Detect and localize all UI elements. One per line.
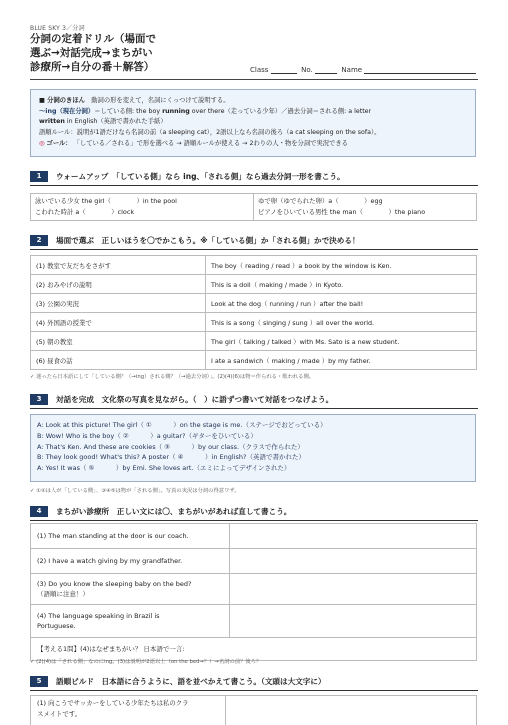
past-participle-example: over there（走っている少年）／過去分詞＝される側: a letter	[191, 107, 372, 115]
error-clinic-table	[30, 523, 477, 661]
header-divider	[30, 79, 478, 80]
word-order-rule: 語順ルール：説明が1語だけなら名詞の前（a sleeping cat），2語以上なら名詞の後ろ（a cat sleeping on the sofa）。	[39, 129, 381, 137]
clinic-sentence	[31, 605, 230, 638]
table-row	[31, 294, 477, 313]
choice-sentence[interactable]: The girl（ talking / talked ）with Ms. Sato is a new student.	[206, 332, 477, 351]
table-row	[31, 605, 477, 638]
section-3-note: ✓ ①②は人が「している側」、③④⑤は物が「される側」。写真の実況は分詞の得意ワザ。	[30, 488, 240, 494]
answer-cell[interactable]	[230, 605, 477, 638]
section-3-title: 対話を完成 文化祭の写真を見ながら。（ ）に語ずつ書いて対話をつなげよう。	[56, 395, 334, 404]
warmup-item-4: ピアノをひいている男性 the man（ ）the piano	[258, 208, 426, 216]
section-5-title: 語順ビルド 日本語に合うように、語を並べかえて書こう。（文頭は大文字に）	[56, 677, 326, 686]
basics-box	[30, 89, 476, 157]
section-2-note: ✓ 迷ったら日本語にして「している側？（→ing）される側？（→過去分詞）」。(2)(4)(6)は物＝作られる・歌われる側。	[30, 374, 315, 380]
title-line-2: 選ぶ→対話完成→まちがい	[30, 47, 153, 59]
answer-cell[interactable]	[230, 574, 477, 605]
scene-label: (6) 昼食の話	[31, 351, 206, 370]
reorder-item-1	[30, 695, 226, 725]
table-row	[31, 574, 477, 605]
goal-label: ゴール：	[46, 139, 72, 147]
section-5-rule	[30, 690, 478, 691]
choice-sentence[interactable]: I ate a sandwich（ making / made ）by my father.	[206, 351, 477, 370]
section-4-number: 4	[30, 506, 48, 517]
goal-text: 「している／される」で形を選べる → 語順ルールが使える → 2わりの人・物を分詞で実況できる	[73, 139, 348, 147]
reorder-prompt-line-2: スメイトです。	[37, 710, 82, 718]
running-word: running	[162, 107, 190, 115]
section-3-number: 3	[30, 394, 48, 405]
class-field[interactable]	[271, 65, 297, 74]
section-5-number: 5	[30, 676, 48, 687]
dialogue-line[interactable]: A: Look at this picture! The girl（ ① ）on the stage is me.（ステージでおどっている）	[37, 421, 327, 429]
table-row	[31, 332, 477, 351]
scene-label: (2) おみやげの説明	[31, 275, 206, 294]
clinic-sentence-text-2: Portuguese.	[37, 622, 76, 630]
scene-label: (3) 公園の実況	[31, 294, 206, 313]
warmup-item-1: 泳いでいる少女 the girl（ ）in the pool	[35, 197, 177, 205]
clinic-sentence-text: (3) Do you know the sleeping baby on the bed?	[37, 580, 192, 588]
clinic-hint: （語順に注意！）	[37, 590, 89, 598]
warmup-right-box	[253, 193, 477, 221]
warmup-item-3: ゆで卵（ゆでられた卵）a（ ）egg	[258, 197, 383, 205]
section-1-number: 1	[30, 171, 48, 182]
warmup-left-box	[30, 193, 254, 221]
dialogue-line[interactable]: B: They look good! What's this? A poster（ ④ ）in English?（英語で書かれた）	[37, 453, 305, 462]
table-row	[31, 256, 477, 275]
no-label: No.	[301, 66, 313, 74]
student-info-line	[250, 65, 476, 74]
series-label: BLUE SKY 3／分詞	[30, 25, 85, 32]
section-4-rule	[30, 520, 478, 521]
clinic-sentence	[31, 574, 230, 605]
title-line-3: 診療所→自分の番＋解答）	[30, 61, 155, 73]
reorder-answer-cell[interactable]	[225, 695, 477, 725]
title-line-1: 分詞の定着ドリル（場面で	[30, 33, 156, 45]
scene-label: (1) 教室で友だちをさがす	[31, 256, 206, 275]
table-row	[31, 275, 477, 294]
written-example: in English（英語で書かれた手紙）	[66, 118, 167, 126]
section-5-header	[30, 676, 326, 687]
think-question[interactable]: 【考える1問】(4)はなぜまちがい？ 日本語で一言:	[31, 638, 477, 661]
section-3-rule	[30, 408, 478, 409]
scene-label: (4) 外国語の授業で	[31, 313, 206, 332]
basics-heading: ■ 分詞のきほん	[39, 97, 85, 104]
reorder-prompt-line-1: (1) 向こうでサッカーをしている少年たちは私のクラ	[37, 699, 189, 707]
section-1-header	[30, 171, 345, 182]
section-2-header	[30, 235, 360, 246]
warmup-item-2: こわれた時計 a（ ）clock	[35, 208, 135, 216]
section-2-title: 場面で選ぶ 正しいほうを〇でかこもう。※「している側」か「される側」かで決める！	[56, 236, 360, 245]
basics-text: 動詞の形を変えて，名詞にくっつけて説明する。	[91, 97, 230, 104]
written-word: written	[39, 118, 65, 126]
section-4-title: まちがい診療所 正しい文には〇、まちがいがあれば直して書こう。	[56, 507, 292, 516]
clinic-sentence-text: (4) The language speaking in Brazil is	[37, 612, 160, 620]
section-2-number: 2	[30, 235, 48, 246]
table-row	[31, 313, 477, 332]
scene-label: (5) 朝の教室	[31, 332, 206, 351]
choice-sentence[interactable]: The boy（ reading / read ）a book by the window is Ken.	[206, 256, 477, 275]
clinic-sentence: (2) I have a watch giving by my grandfather.	[31, 549, 230, 574]
answer-cell[interactable]	[230, 549, 477, 574]
clinic-sentence: (1) The man standing at the door is our coach.	[31, 524, 230, 549]
dialogue-line[interactable]: A: That's Ken. And these are cookies（ ③ ）by our class.（クラスで作られた）	[37, 442, 304, 451]
table-row	[31, 524, 477, 549]
section-1-title: ウォームアップ 「している側」なら ing、「される側」なら過去分詞一形を書こう。	[56, 172, 345, 181]
name-field[interactable]	[364, 65, 476, 74]
section-2-rule	[30, 249, 478, 250]
section-3-header	[30, 394, 333, 405]
section-4-note: ✓ (2)(4)は「される側」なのにing。(3)は説明が2語以上（on the bed→？）→名詞の前？後ろ？	[30, 659, 262, 665]
scene-choice-table	[30, 255, 477, 370]
dialogue-line[interactable]: B: Wow! Who is the boy（ ② ）a guitar?（ギターをひいている）	[37, 431, 257, 440]
table-row	[31, 549, 477, 574]
target-icon: ◎	[39, 139, 45, 147]
section-1-rule	[30, 185, 478, 186]
choice-sentence[interactable]: Look at the dog（ running / run ）after the ball!	[206, 294, 477, 313]
choice-sentence[interactable]: This is a song（ singing / sung ）all over the world.	[206, 313, 477, 332]
worksheet-title	[30, 32, 240, 74]
name-label: Name	[341, 66, 363, 74]
answer-cell[interactable]	[230, 524, 477, 549]
dialogue-line[interactable]: A: Yes! It was（ ⑤ ）by Emi. She loves art.（エミによってデザインされた）	[37, 464, 291, 473]
choice-sentence[interactable]: This is a doll（ making / made ）in Kyoto.	[206, 275, 477, 294]
dialogue-box	[30, 414, 476, 482]
class-label: Class	[250, 66, 269, 74]
present-participle-label: 〜ing（現在分詞）	[39, 107, 95, 115]
table-row	[31, 351, 477, 370]
section-4-header	[30, 506, 291, 517]
no-field[interactable]	[315, 65, 337, 74]
present-participle-example: ＝している側: the boy	[94, 107, 161, 115]
